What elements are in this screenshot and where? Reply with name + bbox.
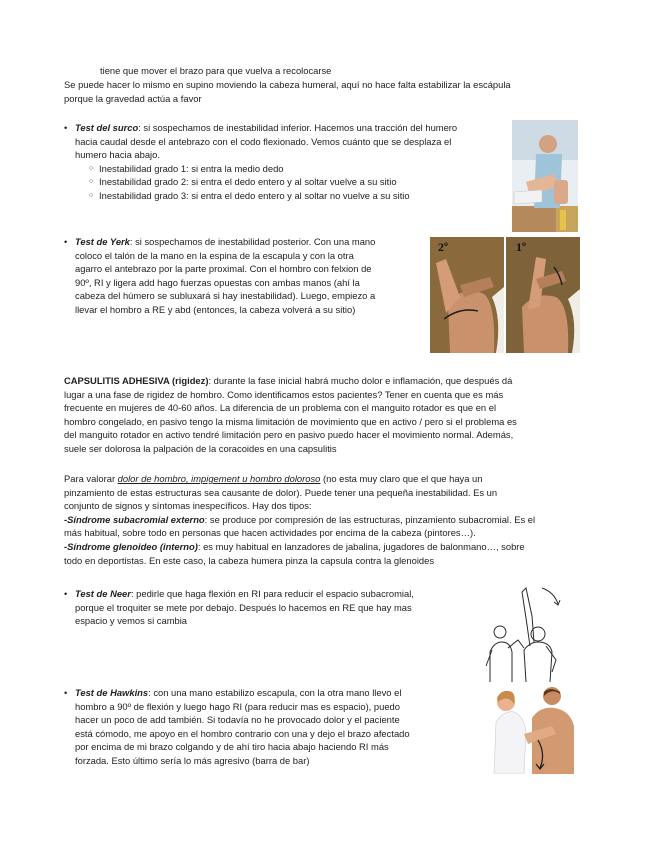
capsulitis-line: hombro congelado, en pasivo tengo la misma limitación de movimiento que en activo / pero si el problema es [64, 415, 517, 427]
neer-line: porque el troquiter se mete por debajo. Después lo hacemos en RE que hay mas [75, 601, 412, 613]
grade-item: ○ Inestabilidad grado 3: si entra el dedo entero y al soltar no vuelve a su sitio [89, 189, 505, 203]
subacromial-title: -Síndrome subacromial externo [64, 513, 205, 525]
grade-item: ○ Inestabilidad grado 2: si entra el dedo entero y al soltar vuelve a su sitio [89, 175, 505, 189]
capsulitis-line: suele ser dolorosa la palpación de la coracoides en una capsulitis [64, 442, 337, 454]
intro-line: porque la gravedad actúa a favor [64, 92, 202, 104]
yerk-line: 90º, RI y ligera add hago fuerzas opuestas con ambas manos (ahí la [75, 276, 360, 288]
yerk-title: Test de Yerk [75, 236, 130, 247]
yerk-line: agarro el antebrazo por la parte proximal. Con el hombro con felxion de [75, 263, 372, 275]
dolor-line: Para valorar dolor de hombro, impigement u hombro doloroso (no esta muy claro que el que haya un [64, 473, 483, 484]
yerk-line: cabeza del húmero se subluxará si hay inestabilidad). Luego, empiezo a [75, 290, 376, 302]
capsulitis-heading: CAPSULITIS ADHESIVA (rigidez) [64, 375, 209, 386]
bullet-dot: • [64, 588, 68, 599]
dolor-line: pinzamiento de estas estructuras sea causante de dolor). Puede tener una pequeña inestabilidad. Es un [64, 486, 498, 498]
surco-bullet [64, 121, 505, 203]
dolor-line: todo en deportistas. En este caso, la cabeza humera pinza la capsula contra la glenoides [64, 554, 435, 566]
surco-grades [89, 162, 505, 203]
capsulitis-line: lugar a una fase de rigidez de hombro. Como identificamos estos pacientes? Tener en cuenta que es más [64, 388, 504, 400]
neer-line: Test de Neer: pedirle que haga flexión en RI para reducir el espacio subacromial, [75, 588, 414, 599]
yerk-line: Test de Yerk: si sospechamos de inestabilidad posterior. Con una mano [75, 236, 376, 247]
neer-figure [478, 582, 578, 682]
yerk-fig-label-2: 2º [438, 240, 448, 254]
yerk-figure [430, 237, 580, 353]
grade-item: ○ Inestabilidad grado 1: si entra la medio dedo [89, 162, 505, 176]
hawkins-bullet [64, 686, 475, 768]
neer-line: espacio y vemos si cambia [75, 615, 188, 627]
hawkins-line: forzada. Esto último sería lo más agresivo (barra de bar) [75, 754, 310, 766]
dolor-underlined: dolor de hombro, impigement u hombro doloroso [117, 473, 321, 484]
yerk-fig-label-1: 1º [516, 240, 526, 254]
surco-figure [512, 120, 578, 232]
dolor-line: conjunto de signos y síntomas inespecíficos. Hay dos tipos: [64, 500, 312, 512]
yerk-line: coloco el talón de la mano en la espina de la escapula y con la otra [75, 249, 354, 261]
bullet-dot: • [64, 122, 68, 133]
hawkins-figure [480, 682, 580, 774]
surco-line: hacia caudal desde el antebrazo con el codo flexionado. Vemos cuánto que se desplaza el [75, 135, 452, 147]
intro-paragraph [64, 78, 594, 105]
hawkins-line: por encima de mi brazo colgando y de ahí tiro hacia abajo haciendo RI más [75, 741, 389, 753]
surco-line: humero hacia abajo. [75, 149, 160, 161]
intro-line: tiene que mover el brazo para que vuelva a recolocarse [100, 65, 332, 76]
hawkins-line: Test de Hawkins: con una mano estabilizo escapula, con la otra mano llevo el [75, 687, 402, 698]
neer-title: Test de Neer [75, 588, 131, 599]
bullet-dot: • [64, 236, 68, 247]
surco-title: Test del surco [75, 122, 139, 133]
neer-bullet [64, 587, 475, 628]
capsulitis-line: frecuente en mujeres de 40-60 años. La diferencia de un problema con el manguito rotador es que en el [64, 402, 497, 414]
dolor-paragraph [64, 472, 594, 567]
dolor-line: -Síndrome subacromial externo: se produce por compresión de las estructuras, pinzamiento subacromial. Es el [64, 513, 536, 525]
intro-line: Se puede hacer lo mismo en supino moviendo la cabeza humeral, aquí no hace falta estabilizar la escápula [64, 79, 511, 90]
hawkins-line: hacer un poco de add también. Si todavía no he provocado dolor y el paciente [75, 714, 400, 726]
dolor-line: -Síndrome glenoideo (interno): es muy habitual en lanzadores de jabalina, jugadores de balonmano…, sobre [64, 540, 525, 552]
yerk-line: llevar el hombro a RE y abd (entonces, la cabeza volverá a su sitio) [75, 303, 356, 315]
intro-block [100, 64, 331, 78]
glenoideo-title: -Síndrome glenoideo (interno) [64, 540, 198, 552]
bullet-dot: • [64, 687, 68, 698]
capsulitis-paragraph [64, 374, 594, 456]
capsulitis-line: CAPSULITIS ADHESIVA (rigidez): durante la fase inicial habrá mucho dolor e inflamación, que después dá [64, 375, 513, 386]
hawkins-line: está cómodo, me apoyo en el hombro contrario con una y dejo el brazo afectado [75, 727, 410, 739]
capsulitis-line: del manguito rotador en activo tendré limitación pero en pasivo puedo hacer el movimiento normal. Además, [64, 429, 514, 441]
surco-line: Test del surco: si sospechamos de inestabilidad inferior. Hacemos una tracción del humero [75, 122, 458, 133]
yerk-bullet [64, 235, 420, 317]
dolor-line: más habitual, sobre todo en personas que hacen actividades por encima de la cabeza (pintores…). [64, 527, 476, 539]
hawkins-line: hombro a 90º de flexión y luego hago RI (para reducir mas es espacio), puedo [75, 700, 400, 712]
hawkins-title: Test de Hawkins [75, 687, 149, 698]
